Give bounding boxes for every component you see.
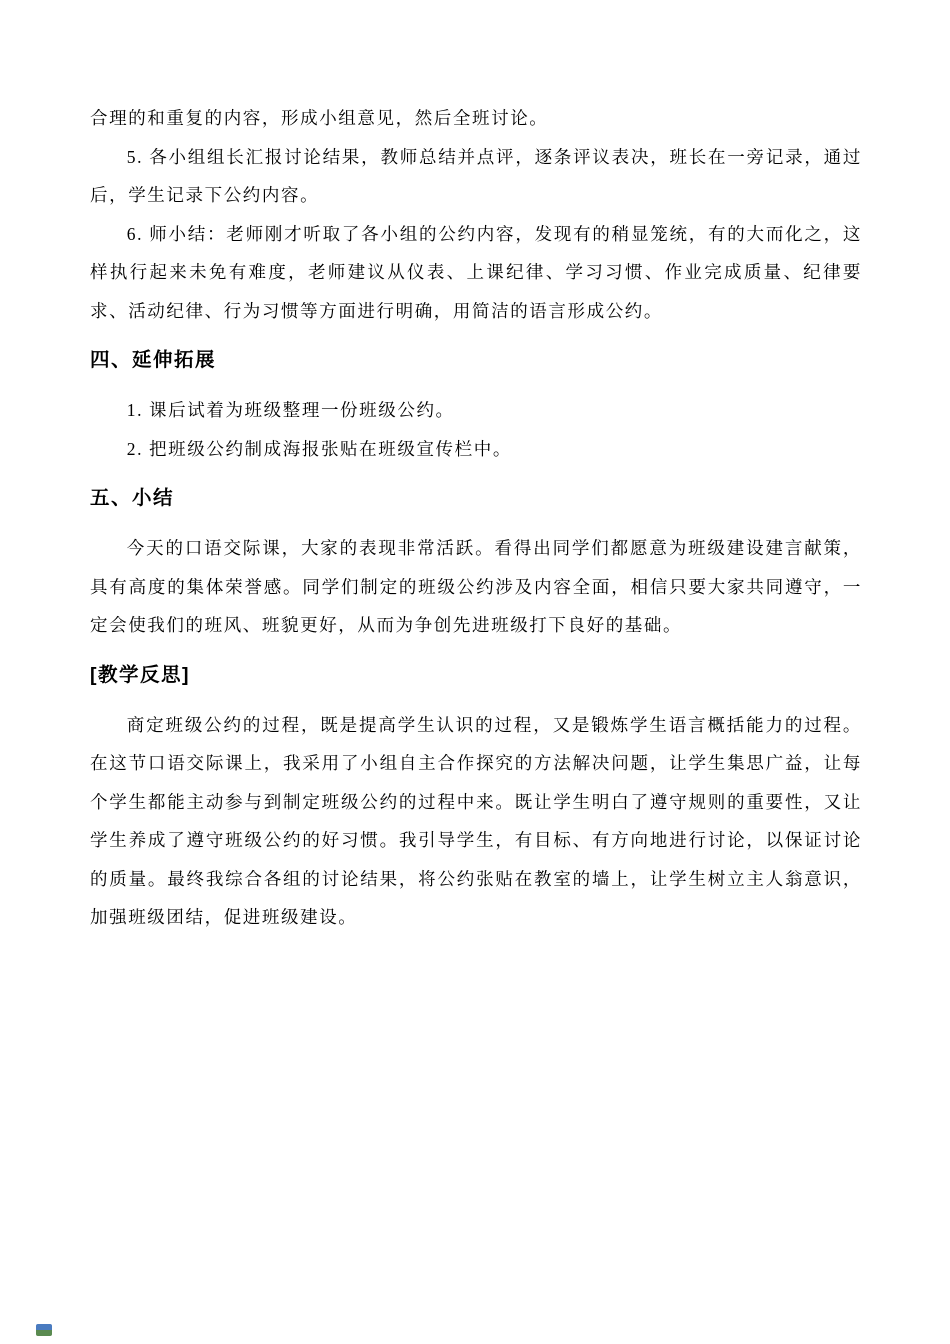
page-corner-watermark-icon <box>36 1324 52 1336</box>
watermark-bottom-stripe <box>36 1330 52 1336</box>
body-paragraph-continuation: 合理的和重复的内容，形成小组意见，然后全班讨论。 <box>90 108 549 128</box>
body-paragraph-step6-teacher-summary: 6. 师小结：老师刚才听取了各小组的公约内容，发现有的稍显笼统，有的大而化之，这样执行起来未免有难度，老师建议从仪表、上课纪律、学习习惯、作业完成质量、纪律要求、活动纪律、行为习惯等方面进行明确，用简洁的语言形成公约。 <box>90 223 862 321</box>
body-paragraph-teaching-reflection: 商定班级公约的过程，既是提高学生认识的过程，又是锻炼学生语言概括能力的过程。在这节口语交际课上，我采用了小组自主合作探究的方法解决问题，让学生集思广益，让每个学生都能主动参与到制定班级公约的过程中来。既让学生明白了遵守规则的重要性，又让学生养成了遵守班级公约的好习惯。我引导学生，有目标、有方向地进行讨论，以保证讨论的质量。最终我综合各组的讨论结果，将公约张贴在教室的墙上，让学生树立主人翁意识，加强班级团结，促进班级建设。 <box>90 714 862 927</box>
body-paragraph-extension-item1: 1. 课后试着为班级整理一份班级公约。 <box>126 400 455 420</box>
section-heading-summary: 五、小结 <box>90 487 175 509</box>
body-paragraph-step5: 5. 各小组组长汇报讨论结果，教师总结并点评，逐条评议表决，班长在一旁记录，通过后，学生记录下公约内容。 <box>90 146 862 205</box>
body-paragraph-summary: 今天的口语交际课，大家的表现非常活跃。看得出同学们都愿意为班级建设建言献策，具有高度的集体荣誉感。同学们制定的班级公约涉及内容全面，相信只要大家共同遵守，一定会使我们的班风、班貌更好，从而为争创先进班级打下良好的基础。 <box>90 538 862 635</box>
section-heading-extension: 四、延伸拓展 <box>90 349 217 371</box>
section-heading-teaching-reflection: [教学反思] <box>90 663 190 686</box>
body-paragraph-extension-item2: 2. 把班级公约制成海报张贴在班级宣传栏中。 <box>126 438 512 459</box>
